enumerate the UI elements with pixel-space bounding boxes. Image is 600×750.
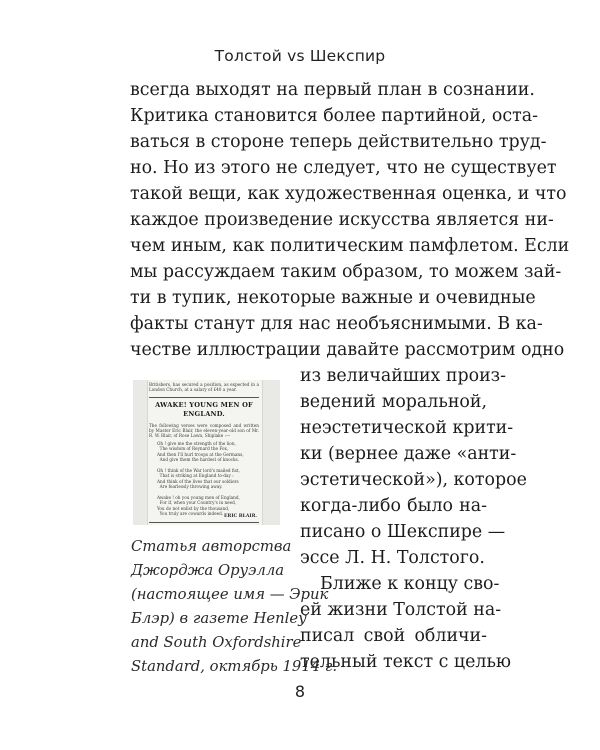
body-line: тельный текст с целью [300,652,512,672]
caption-line: and South Oxfordshire [131,634,302,651]
body-line: ведений моральной, [300,392,487,412]
body-line: Ближе к концу сво- [320,574,500,594]
clipping-headline [149,401,259,419]
caption-line: Блэр) в газете Henley [131,610,307,627]
body-line: эссе Л. Н. Толстого. [300,548,485,568]
body-line: всегда выходят на первый план в сознании. [130,80,535,100]
caption-line: Джорджа Оруэлла [131,562,285,579]
image-caption [131,535,338,679]
body-line: чем иным, как политическим памфлетом. Если [130,236,570,256]
body-line: из величайших произ- [300,366,507,386]
clipping-left-margin [133,380,145,525]
body-line: факты станут для нас необъяснимыми. В ка- [130,314,543,334]
body-line: ей жизни Толстой на- [300,600,502,620]
body-line: эстетической»), которое [300,470,527,490]
body-line: ти в тупик, некоторые важные и очевидные [130,288,536,308]
body-line: но. Но из этого не следует, что не существует [130,158,557,178]
clipping-headline-line: AWAKE! YOUNG MEN OF [155,401,253,409]
clipping-headline-line: ENGLAND. [183,410,225,418]
body-line: каждое произведение искусства является ни- [130,210,554,230]
newspaper-clipping-image [133,380,280,525]
clipping-verse: Oh ! give me the strength of the lion, The wisdom of Reynard the Fox, And then I'll hurl troops at the Germans, And give them the hardest of knocks. Oh ! think of the War lord's mailed fist, That is striking at England to-day : And think of the lives that our soldiers Are fearlessly throwing away. Awake ! oh you young men of England, For if, when your Country's in need, You do not enlist by the thousand, You truly are cowards indeed. [157,441,244,517]
body-line: когда-либо было на- [300,496,487,516]
caption-line: (настоящее имя — Эрик [131,586,329,603]
body-line: Критика становится более партийной, оста- [130,106,538,126]
body-line: писано о Шекспире — [300,522,506,542]
body-line: мы рассуждаем таким образом, то можем зай- [130,262,562,282]
body-line: ваться в стороне теперь действительно труд- [130,132,547,152]
running-head: Толстой vs Шекспир [214,47,386,65]
clipping-rule [149,397,259,398]
clipping-lead: The following verses were composed and written by Master Eric Blair, the eleven-year-old son of Mr. R. W. Blair, of Rose Lawn, Shiplake :— [149,423,259,439]
body-line: такой вещи, как художественная оценка, и что [130,184,567,204]
body-line: честве иллюстрации давайте рассмотрим одно [130,340,565,360]
clipping-signature: ERIC BLAIR. [224,514,257,519]
clipping-rule [149,522,259,523]
body-line: писал свой обличи- [300,626,487,646]
body-line: ки (вернее даже «анти- [300,444,517,464]
body-line: неэстетической крити- [300,418,514,438]
clipping-intro: Britishers, has secured a position, as expected in a London Church, at a salary of £40 a year. [149,382,259,393]
caption-line: Статья авторства [131,538,292,555]
page-number: 8 [294,682,306,701]
caption-line: Standard, октябрь 1914 г. [131,658,338,675]
